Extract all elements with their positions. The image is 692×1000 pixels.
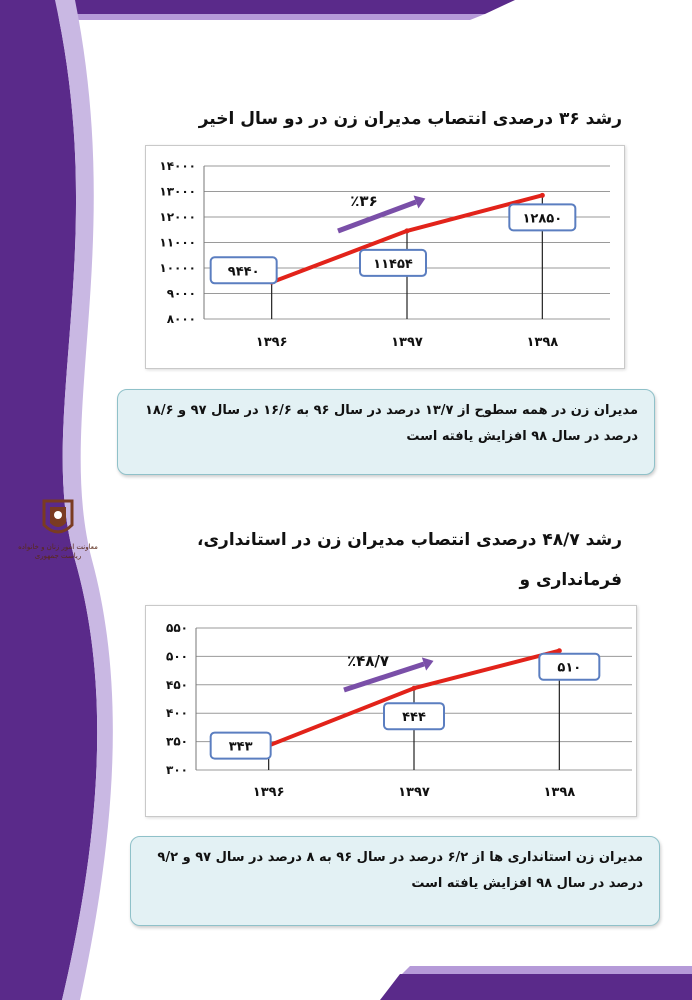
chart1-box [145, 145, 625, 369]
data-label: ۹۴۴۰ [227, 264, 260, 280]
y-tick-label: ۱۳۰۰۰ [159, 184, 196, 199]
section2-note [130, 836, 660, 926]
chart1 [146, 146, 624, 368]
chart2 [146, 606, 636, 816]
y-tick-label: ۵۵۰ [166, 621, 188, 635]
logo-caption-line2: ریاست جمهوری [34, 552, 82, 560]
y-tick-label: ۵۰۰ [166, 649, 188, 664]
section1-note-line1: مدیران زن در همه سطوح از ۱۳/۷ درصد در سال ۹۶ به ۱۶/۶ در سال ۹۷ و ۱۸/۶ [144, 403, 638, 418]
data-label: ۴۴۴ [402, 710, 426, 726]
section1-note-line2: درصد در سال ۹۸ افزایش یافته است [406, 429, 638, 444]
section2-note-line2: درصد در سال ۹۸ افزایش یافته است [411, 876, 643, 891]
y-tick-label: ۱۲۰۰۰ [159, 210, 196, 224]
organization-logo [18, 495, 98, 561]
organization-emblem-icon [38, 495, 78, 539]
chart2-box [145, 605, 637, 817]
x-tick-label: ۱۳۹۶ [255, 335, 288, 350]
x-tick-label: ۱۳۹۸ [543, 785, 576, 800]
growth-annotation: ٪۳۶ [350, 192, 378, 210]
bottom-light-band [402, 966, 692, 974]
section2-title-line1: رشد ۴۸/۷ درصدی انتصاب مدیران زن در استانداری، فرمانداری و [197, 530, 622, 590]
growth-annotation: ٪۴۸/۷ [346, 652, 390, 670]
y-tick-label: ۴۰۰ [166, 706, 188, 721]
y-tick-label: ۱۱۰۰۰ [159, 235, 196, 250]
section1-note [117, 389, 655, 475]
y-tick-label: ۱۴۰۰۰ [159, 159, 196, 173]
data-point [540, 193, 545, 198]
y-tick-label: ۴۵۰ [166, 677, 188, 692]
x-tick-label: ۱۳۹۷ [398, 785, 430, 800]
data-label: ۵۱۰ [557, 660, 582, 676]
logo-caption-line1: معاونت امور زنان و خانواده [18, 543, 98, 551]
x-tick-label: ۱۳۹۸ [526, 335, 559, 350]
bottom-purple-band [380, 974, 692, 1000]
y-tick-label: ۸۰۰۰ [166, 312, 196, 326]
data-point [412, 686, 417, 691]
data-point [557, 648, 562, 653]
y-tick-label: ۱۰۰۰۰ [159, 261, 196, 275]
x-tick-label: ۱۳۹۷ [391, 335, 423, 350]
section1-title: رشد ۳۶ درصدی انتصاب مدیران زن در دو سال اخیر [198, 109, 622, 129]
y-tick-label: ۳۰۰ [166, 763, 188, 777]
y-tick-label: ۹۰۰۰ [166, 286, 196, 301]
x-tick-label: ۱۳۹۶ [252, 785, 285, 800]
data-label: ۱۱۴۵۴ [373, 256, 413, 272]
y-tick-label: ۳۵۰ [166, 734, 188, 749]
data-label: ۱۲۸۵۰ [522, 211, 563, 227]
data-point [405, 228, 410, 233]
data-label: ۳۴۳ [228, 739, 253, 755]
section2-note-line1: مدیران زن استانداری ها از ۶/۲ درصد در سال ۹۶ به ۸ درصد در سال ۹۷ و ۹/۲ [157, 850, 643, 865]
